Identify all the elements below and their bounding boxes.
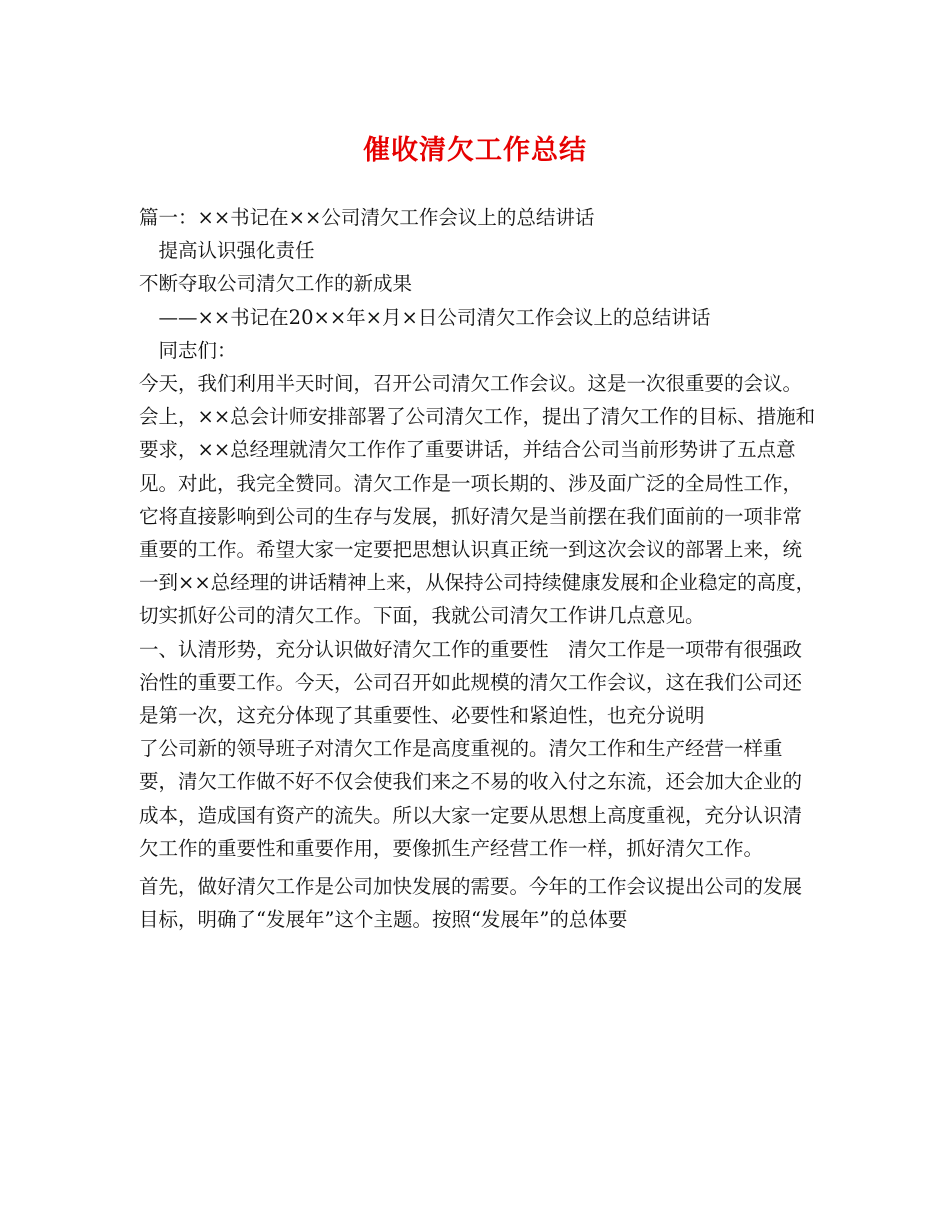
speech-subtitle: ——××书记在20××年×月×日公司清欠工作会议上的总结讲话: [139, 305, 711, 329]
paragraph: 一、认清形势，充分认识做好清欠工作的重要性 清欠工作是一项带有很强政治性的重要工作。今天，公司召开如此规模的清欠工作会议，这在我们公司还是第一次，这充分体现了其重要性、必要性和紧迫性，也充分说明: [139, 637, 803, 728]
salutation: 同志们：: [139, 338, 237, 362]
document-body: [139, 201, 819, 936]
speech-title-line-2: 不断夺取公司清欠工作的新成果: [139, 272, 413, 296]
section-heading: 篇一：××书记在××公司清欠工作会议上的总结讲话: [139, 206, 595, 229]
speech-title-line-1: 提高认识强化责任: [139, 239, 315, 263]
paragraph: 首先，做好清欠工作是公司加快发展的需要。今年的工作会议提出公司的发展目标，明确了“发展年”这个主题。按照“发展年”的总体要: [139, 875, 803, 932]
paragraph: 了公司新的领导班子对清欠工作是高度重视的。清欠工作和生产经营一样重要，清欠工作做不好不仅会使我们来之不易的收入付之东流，还会加大企业的成本，造成国有资产的流失。所以大家一定要从思想上高度重视，充分认识清欠工作的重要性和重要作用，要像抓生产经营工作一样，抓好清欠工作。: [139, 737, 803, 860]
paragraph: 今天，我们利用半天时间，召开公司清欠工作会议。这是一次很重要的会议。会上，××总会计师安排部署了公司清欠工作，提出了清欠工作的目标、措施和要求，××总经理就清欠工作作了重要讲话，并结合公司当前形势讲了五点意见。对此，我完全赞同。清欠工作是一项长期的、涉及面广泛的全局性工作，它将直接影响到公司的生存与发展，抓好清欠是当前摆在我们面前的一项非常重要的工作。希望大家一定要把思想认识真正统一到这次会议的部署上来，统一到××总经理的讲话精神上来，从保持公司持续健康发展和企业稳定的高度，切实抓好公司的清欠工作。下面，我就公司清欠工作讲几点意见。: [139, 372, 816, 628]
document-title: 催收清欠工作总结: [363, 135, 587, 166]
